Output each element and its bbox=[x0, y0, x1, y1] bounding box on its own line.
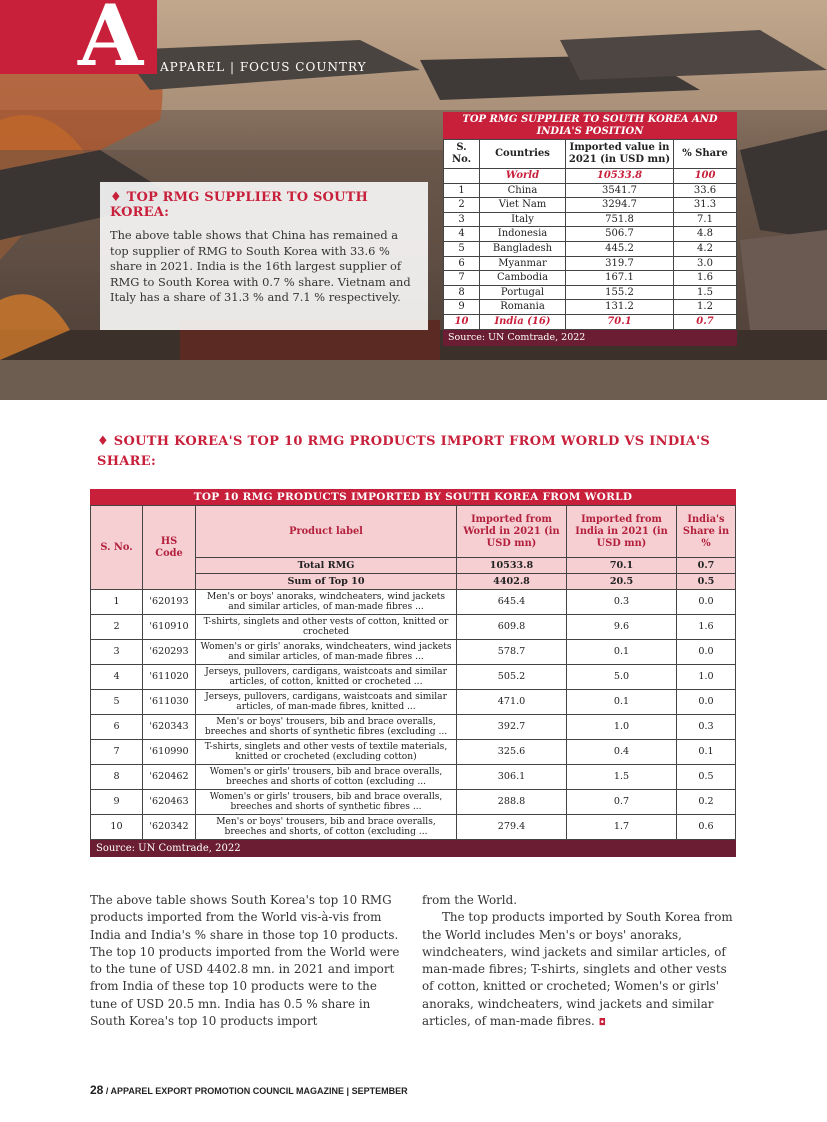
table-cell: 306.1 bbox=[457, 765, 567, 790]
table-cell: 5 bbox=[444, 241, 480, 256]
article-column-left bbox=[90, 892, 405, 1030]
table-cell: '620463 bbox=[143, 790, 196, 815]
supplier-col-sno: S. No. bbox=[444, 140, 480, 169]
table-row bbox=[91, 790, 736, 815]
table-cell: 131.2 bbox=[566, 300, 674, 315]
table-row bbox=[91, 590, 736, 615]
table-cell: 0.0 bbox=[677, 690, 736, 715]
table-cell: 4.2 bbox=[674, 241, 737, 256]
table-cell: 0.2 bbox=[677, 790, 736, 815]
table-row bbox=[91, 690, 736, 715]
table-cell: 0.7 bbox=[677, 558, 736, 574]
table-cell: 7.1 bbox=[674, 212, 737, 227]
table-cell: 578.7 bbox=[457, 640, 567, 665]
table-row bbox=[91, 815, 736, 840]
table-cell: 0.1 bbox=[677, 740, 736, 765]
product-label-cell: Women's or girls' trousers, bib and brace overalls, breeches and shorts of cotton (excluding ... bbox=[196, 765, 457, 790]
table-cell: World bbox=[480, 169, 566, 184]
paragraph-text: The top products imported by South Korea from the World includes Men's or boys' anoraks, windcheaters, wind jackets and similar articles, of man-made fibres; T-shirts, singlets and other vests of cotton, knitted or crocheted; Women's or girls' anoraks, windcheaters, wind jackets and similar articles, of man-made fibres. bbox=[422, 910, 733, 1029]
product-label-cell: Men's or boys' trousers, bib and brace overalls, breeches and shorts, of cotton (excluding ... bbox=[196, 815, 457, 840]
supplier-row bbox=[444, 212, 737, 227]
table-cell: 70.1 bbox=[566, 314, 674, 329]
table-cell: 0.3 bbox=[567, 590, 677, 615]
table-cell: 0.7 bbox=[567, 790, 677, 815]
callout-body: The above table shows that China has remained a top supplier of RMG to South Korea with 33.6 % share in 2021. India is the 16th largest supplier of RMG to South Korea with 0.7 % share. Vietnam and Italy has a share of 31.3 % and 7.1 % respectively. bbox=[110, 228, 411, 304]
brand-logo-letter: A bbox=[78, 0, 144, 85]
table-cell: 751.8 bbox=[566, 212, 674, 227]
table-cell: 1.5 bbox=[567, 765, 677, 790]
table-row bbox=[91, 765, 736, 790]
table-cell: 0.6 bbox=[677, 815, 736, 840]
table-cell: Italy bbox=[480, 212, 566, 227]
table-cell: 5.0 bbox=[567, 665, 677, 690]
table-cell: Cambodia bbox=[480, 271, 566, 286]
products-col-india: Imported from India in 2021 (in USD mn) bbox=[567, 506, 677, 558]
supplier-row bbox=[444, 256, 737, 271]
table-cell: 167.1 bbox=[566, 271, 674, 286]
table-cell: 4.8 bbox=[674, 227, 737, 242]
paragraph bbox=[422, 909, 737, 1032]
table-cell: 445.2 bbox=[566, 241, 674, 256]
products-col-hs: HS Code bbox=[143, 506, 196, 590]
table-cell: 609.8 bbox=[457, 615, 567, 640]
supplier-col-value: Imported value in 2021 (in USD mn) bbox=[566, 140, 674, 169]
table-cell: 10 bbox=[444, 314, 480, 329]
paragraph: The above table shows South Korea's top 10 RMG products imported from the World vis-à-vis from India and India's % share in those top 10 products. The top 10 products imported from the World were to the tune of USD 4402.8 mn. in 2021 and import from India of these top 10 products were to the tune of USD 20.5 mn. India has 0.5 % share in South Korea's top 10 products import bbox=[90, 893, 400, 1029]
callout-box bbox=[100, 182, 428, 330]
table-cell: India (16) bbox=[480, 314, 566, 329]
table-cell: 10533.8 bbox=[457, 558, 567, 574]
table-cell: 0.3 bbox=[677, 715, 736, 740]
table-cell: 6 bbox=[91, 715, 143, 740]
table-cell: '611030 bbox=[143, 690, 196, 715]
products-header-row bbox=[91, 506, 736, 558]
table-row bbox=[91, 715, 736, 740]
product-label-cell: Women's or girls' trousers, bib and brace overalls, breeches and shorts of synthetic fibres ... bbox=[196, 790, 457, 815]
table-row bbox=[91, 615, 736, 640]
product-label-cell: Men's or boys' trousers, bib and brace overalls, breeches and shorts of synthetic fibres (excluding ... bbox=[196, 715, 457, 740]
table-cell: 1.7 bbox=[567, 815, 677, 840]
table-cell: Sum of Top 10 bbox=[196, 574, 457, 590]
table-cell: 3.0 bbox=[674, 256, 737, 271]
products-table-source: Source: UN Comtrade, 2022 bbox=[90, 840, 736, 857]
table-cell: '620293 bbox=[143, 640, 196, 665]
table-cell: 1 bbox=[444, 183, 480, 198]
supplier-table-source: Source: UN Comtrade, 2022 bbox=[443, 330, 737, 346]
table-cell: 471.0 bbox=[457, 690, 567, 715]
table-cell: 3 bbox=[444, 212, 480, 227]
page-number: 28 bbox=[90, 1083, 104, 1097]
table-cell: 1.6 bbox=[677, 615, 736, 640]
table-cell: 3294.7 bbox=[566, 198, 674, 213]
page-footer bbox=[90, 1083, 408, 1097]
table-row bbox=[91, 665, 736, 690]
article-column-right bbox=[422, 892, 737, 1032]
table-cell: 4402.8 bbox=[457, 574, 567, 590]
products-col-sno: S. No. bbox=[91, 506, 143, 590]
end-of-article-icon: ◘ bbox=[598, 1018, 606, 1029]
supplier-row bbox=[444, 300, 737, 315]
table-cell: 155.2 bbox=[566, 285, 674, 300]
product-label-cell: Jerseys, pullovers, cardigans, waistcoats and similar articles, of man-made fibres, knitted ... bbox=[196, 690, 457, 715]
table-cell: Myanmar bbox=[480, 256, 566, 271]
table-cell: 0.1 bbox=[567, 690, 677, 715]
table-cell: 506.7 bbox=[566, 227, 674, 242]
table-cell: Romania bbox=[480, 300, 566, 315]
product-label-cell: T-shirts, singlets and other vests of cotton, knitted or crocheted bbox=[196, 615, 457, 640]
supplier-row bbox=[444, 198, 737, 213]
table-cell: 0.0 bbox=[677, 590, 736, 615]
products-col-share: India's Share in % bbox=[677, 506, 736, 558]
table-row bbox=[91, 740, 736, 765]
table-cell: 3541.7 bbox=[566, 183, 674, 198]
table-cell: 1.2 bbox=[674, 300, 737, 315]
table-cell: 0.5 bbox=[677, 765, 736, 790]
product-label-cell: Men's or boys' anoraks, windcheaters, wind jackets and similar articles, of man-made fibres ... bbox=[196, 590, 457, 615]
table-cell: 9 bbox=[444, 300, 480, 315]
table-cell: '620342 bbox=[143, 815, 196, 840]
supplier-col-share: % Share bbox=[674, 140, 737, 169]
supplier-row bbox=[444, 183, 737, 198]
table-cell: '610910 bbox=[143, 615, 196, 640]
table-cell: 8 bbox=[444, 285, 480, 300]
table-cell: China bbox=[480, 183, 566, 198]
table-cell: '620343 bbox=[143, 715, 196, 740]
table-cell: 392.7 bbox=[457, 715, 567, 740]
section-heading: ♦ SOUTH KOREA'S TOP 10 RMG PRODUCTS IMPORT FROM WORLD VS INDIA'S SHARE: bbox=[97, 434, 711, 469]
table-cell bbox=[444, 169, 480, 184]
table-cell: 31.3 bbox=[674, 198, 737, 213]
product-label-cell: Jerseys, pullovers, cardigans, waistcoats and similar articles, of cotton, knitted or crocheted ... bbox=[196, 665, 457, 690]
table-cell: 7 bbox=[444, 271, 480, 286]
table-cell: 1.6 bbox=[674, 271, 737, 286]
product-label-cell: Women's or girls' anoraks, windcheaters, wind jackets and similar articles, of man-made fibres ... bbox=[196, 640, 457, 665]
table-cell: 100 bbox=[674, 169, 737, 184]
table-row bbox=[91, 640, 736, 665]
table-cell: Portugal bbox=[480, 285, 566, 300]
paragraph: from the World. bbox=[422, 893, 518, 907]
supplier-table-title: TOP RMG SUPPLIER TO SOUTH KOREA AND INDIA'S POSITION bbox=[443, 112, 737, 139]
table-cell: 20.5 bbox=[567, 574, 677, 590]
table-cell: '611020 bbox=[143, 665, 196, 690]
table-cell: 2 bbox=[444, 198, 480, 213]
callout-heading: ♦ TOP RMG SUPPLIER TO SOUTH KOREA: bbox=[110, 190, 368, 220]
table-cell: 505.2 bbox=[457, 665, 567, 690]
table-cell: 1.5 bbox=[674, 285, 737, 300]
table-cell: 1 bbox=[91, 590, 143, 615]
table-cell: '610990 bbox=[143, 740, 196, 765]
table-cell: '620193 bbox=[143, 590, 196, 615]
table-cell: 0.0 bbox=[677, 640, 736, 665]
table-cell: 5 bbox=[91, 690, 143, 715]
supplier-row bbox=[444, 271, 737, 286]
supplier-world-row bbox=[444, 169, 737, 184]
table-cell: Total RMG bbox=[196, 558, 457, 574]
products-col-label: Product label bbox=[196, 506, 457, 558]
table-cell: 7 bbox=[91, 740, 143, 765]
table-cell: 3 bbox=[91, 640, 143, 665]
table-cell: Viet Nam bbox=[480, 198, 566, 213]
supplier-header-row bbox=[444, 140, 737, 169]
table-cell: '620462 bbox=[143, 765, 196, 790]
table-cell: 10533.8 bbox=[566, 169, 674, 184]
table-cell: 645.4 bbox=[457, 590, 567, 615]
table-cell: 279.4 bbox=[457, 815, 567, 840]
products-col-world: Imported from World in 2021 (in USD mn) bbox=[457, 506, 567, 558]
table-cell: 9 bbox=[91, 790, 143, 815]
table-cell: 288.8 bbox=[457, 790, 567, 815]
footer-text: / APPAREL EXPORT PROMOTION COUNCIL MAGAZINE | SEPTEMBER bbox=[105, 1086, 408, 1096]
section-label: APPAREL | FOCUS COUNTRY bbox=[160, 60, 367, 74]
table-cell: 10 bbox=[91, 815, 143, 840]
supplier-row bbox=[444, 241, 737, 256]
hero-photo bbox=[0, 0, 827, 400]
table-cell: 33.6 bbox=[674, 183, 737, 198]
table-cell: 0.7 bbox=[674, 314, 737, 329]
table-cell: 0.4 bbox=[567, 740, 677, 765]
table-cell: 4 bbox=[444, 227, 480, 242]
table-cell: 1.0 bbox=[567, 715, 677, 740]
products-table bbox=[90, 489, 736, 857]
supplier-col-country: Countries bbox=[480, 140, 566, 169]
table-cell: 0.5 bbox=[677, 574, 736, 590]
products-table-title: TOP 10 RMG PRODUCTS IMPORTED BY SOUTH KOREA FROM WORLD bbox=[90, 489, 736, 505]
supplier-india-row bbox=[444, 314, 737, 329]
table-cell: Bangladesh bbox=[480, 241, 566, 256]
table-cell: 325.6 bbox=[457, 740, 567, 765]
table-cell: 2 bbox=[91, 615, 143, 640]
table-cell: 70.1 bbox=[567, 558, 677, 574]
table-cell: Indonesia bbox=[480, 227, 566, 242]
table-cell: 1.0 bbox=[677, 665, 736, 690]
table-cell: 319.7 bbox=[566, 256, 674, 271]
supplier-row bbox=[444, 285, 737, 300]
table-cell: 8 bbox=[91, 765, 143, 790]
table-cell: 9.6 bbox=[567, 615, 677, 640]
table-cell: 0.1 bbox=[567, 640, 677, 665]
table-cell: 6 bbox=[444, 256, 480, 271]
table-cell: 4 bbox=[91, 665, 143, 690]
supplier-row bbox=[444, 227, 737, 242]
supplier-table bbox=[443, 112, 737, 346]
product-label-cell: T-shirts, singlets and other vests of textile materials, knitted or crocheted (excluding cotton) bbox=[196, 740, 457, 765]
